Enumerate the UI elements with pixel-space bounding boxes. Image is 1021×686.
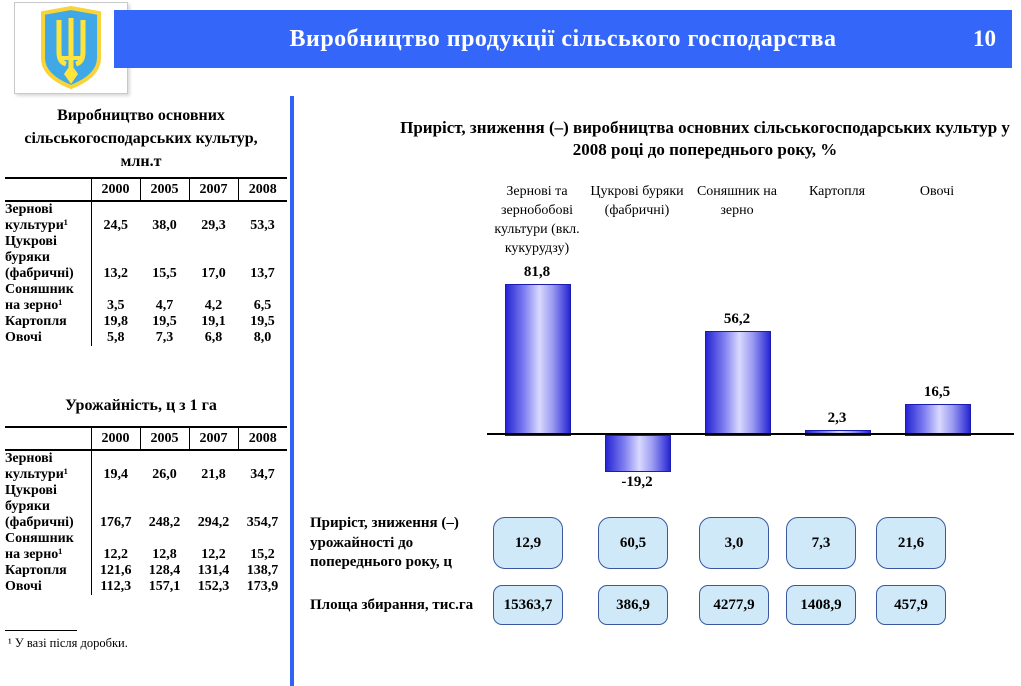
row-label: Соняшник на зерно¹ [5, 282, 91, 314]
table-cell-value: 26,0 [152, 467, 177, 482]
year-header: 2005 [140, 178, 189, 201]
row-label: Зернові культури¹ [5, 201, 91, 234]
yield-table [5, 426, 287, 595]
table-cell-value: 19,1 [201, 314, 226, 329]
harvest-area-box: 386,9 [598, 585, 668, 625]
table-cell-value: 248,2 [148, 515, 181, 530]
table-cell-value: 19,5 [152, 314, 177, 329]
table-cell-value: 15,5 [152, 266, 177, 281]
bar-value-label: 56,2 [723, 311, 751, 327]
table-cell-value: 19,5 [250, 314, 275, 329]
table-cell-value: 5,8 [107, 330, 125, 345]
year-header: 2000 [91, 427, 140, 450]
table-cell-value: 15,2 [250, 547, 275, 562]
table-row [5, 330, 287, 346]
harvest-area-box: 1408,9 [786, 585, 856, 625]
page-title: Виробництво продукції сільського господарства [289, 25, 837, 52]
table-cell-value: 131,4 [197, 563, 230, 578]
production-table [5, 177, 287, 346]
table-cell-value: 53,3 [250, 218, 275, 233]
bar-1 [505, 284, 571, 436]
year-header: 2007 [189, 178, 238, 201]
table-cell-value: 24,5 [103, 218, 128, 233]
table-cell-value: 4,7 [155, 298, 174, 313]
row-label: Овочі [5, 579, 91, 595]
year-header: 2007 [189, 427, 238, 450]
yield-change-box: 7,3 [786, 517, 856, 569]
row-label: Овочі [5, 330, 91, 346]
table-row [5, 450, 287, 483]
table-header-row [5, 178, 287, 201]
table-cell-value: 12,2 [103, 547, 128, 562]
category-label: Овочі [919, 184, 955, 199]
category-label: Цукрові буряки (фабричні) [590, 184, 684, 218]
table-row [5, 201, 287, 234]
footnote: ¹ У вазі після доробки. [8, 636, 128, 650]
vertical-divider [290, 96, 294, 686]
yield-change-box: 12,9 [493, 517, 563, 569]
bar-5 [905, 404, 971, 436]
header-bar [114, 10, 1012, 68]
table-cell-value: 6,5 [253, 298, 272, 313]
table-cell-value: 128,4 [148, 563, 181, 578]
table-cell-value: 29,3 [201, 218, 226, 233]
harvest-area-box: 457,9 [876, 585, 946, 625]
table-cell-value: 7,3 [155, 330, 174, 345]
table-cell-value: 3,5 [107, 298, 125, 313]
page-number: 10 [973, 26, 996, 51]
table-cell-value: 173,9 [246, 579, 279, 594]
table-cell-value: 6,8 [204, 330, 223, 345]
chart-axis-line [487, 433, 1014, 435]
bar-value-label: 81,8 [523, 264, 551, 280]
table-cell-value: 294,2 [197, 515, 230, 530]
trident-icon [39, 6, 103, 90]
bar-value-label: 2,3 [827, 410, 847, 426]
table-cell-value: 13,2 [103, 266, 128, 281]
table-cell-value: 157,1 [148, 579, 181, 594]
table-row [5, 234, 287, 282]
category-label: Картопля [808, 184, 866, 199]
bar-3 [705, 331, 771, 436]
row-label: Зернові культури¹ [5, 450, 91, 483]
row-label: Цукрові буряки (фабричні) [5, 234, 91, 282]
year-header: 2000 [91, 178, 140, 201]
ukraine-coat-of-arms [14, 2, 128, 94]
table-cell-value: 354,7 [246, 515, 279, 530]
harvest-area-box: 4277,9 [699, 585, 769, 625]
table-row [5, 563, 287, 579]
yield-change-box: 60,5 [598, 517, 668, 569]
table-cell-value: 21,8 [201, 467, 226, 482]
table-cell-value: 112,3 [100, 579, 132, 594]
production-table-title: Виробництво основних сільськогосподарських культур, млн.т [24, 107, 258, 171]
row-label: Цукрові буряки (фабричні) [5, 483, 91, 531]
category-label: Зернові та зернобобові культури (вкл. кукурудзу) [494, 184, 580, 256]
table-cell-value: 12,8 [152, 547, 177, 562]
year-header: 2008 [238, 427, 287, 450]
yield-table-title: Урожайність, ц з 1 га [65, 397, 217, 414]
table-cell-value: 121,6 [100, 563, 132, 578]
table-header-row [5, 427, 287, 450]
table-row [5, 483, 287, 531]
table-cell-value: 38,0 [152, 218, 177, 233]
year-header: 2008 [238, 178, 287, 201]
row-label: Картопля [5, 563, 91, 579]
table-row [5, 282, 287, 314]
row-label: Соняшник на зерно¹ [5, 531, 91, 563]
table-cell-value: 138,7 [246, 563, 279, 578]
harvest-area-box: 15363,7 [493, 585, 563, 625]
chart-title: Приріст, зниження (–) виробництва основних сільськогосподарських культур у 2008 році до попереднього року, % [400, 118, 1010, 160]
table-cell-value: 17,0 [201, 266, 226, 281]
table-cell-value: 176,7 [100, 515, 132, 530]
harvest-area-row-label: Площа збирання, тис.га [310, 597, 474, 613]
table-row [5, 531, 287, 563]
table-row [5, 579, 287, 595]
category-label: Соняшник на зерно [696, 184, 778, 218]
table-corner-cell [5, 178, 91, 201]
table-cell-value: 4,2 [204, 298, 223, 313]
table-cell-value: 19,4 [103, 467, 128, 482]
table-corner-cell [5, 427, 91, 450]
table-cell-value: 34,7 [250, 467, 275, 482]
table-cell-value: 8,0 [253, 330, 272, 345]
table-row [5, 314, 287, 330]
table-cell-value: 152,3 [197, 579, 230, 594]
year-header: 2005 [140, 427, 189, 450]
row-label: Картопля [5, 314, 91, 330]
bar-value-label: -19,2 [621, 474, 653, 490]
yield-change-box: 21,6 [876, 517, 946, 569]
footnote-separator [5, 630, 77, 631]
yield-change-row-label: Приріст, зниження (–) урожайності до попереднього року, ц [310, 515, 459, 570]
yield-change-box: 3,0 [699, 517, 769, 569]
bar-value-label: 16,5 [923, 384, 951, 400]
table-cell-value: 13,7 [250, 266, 275, 281]
table-cell-value: 19,8 [103, 314, 128, 329]
table-cell-value: 12,2 [201, 547, 226, 562]
bar-2 [605, 435, 671, 472]
